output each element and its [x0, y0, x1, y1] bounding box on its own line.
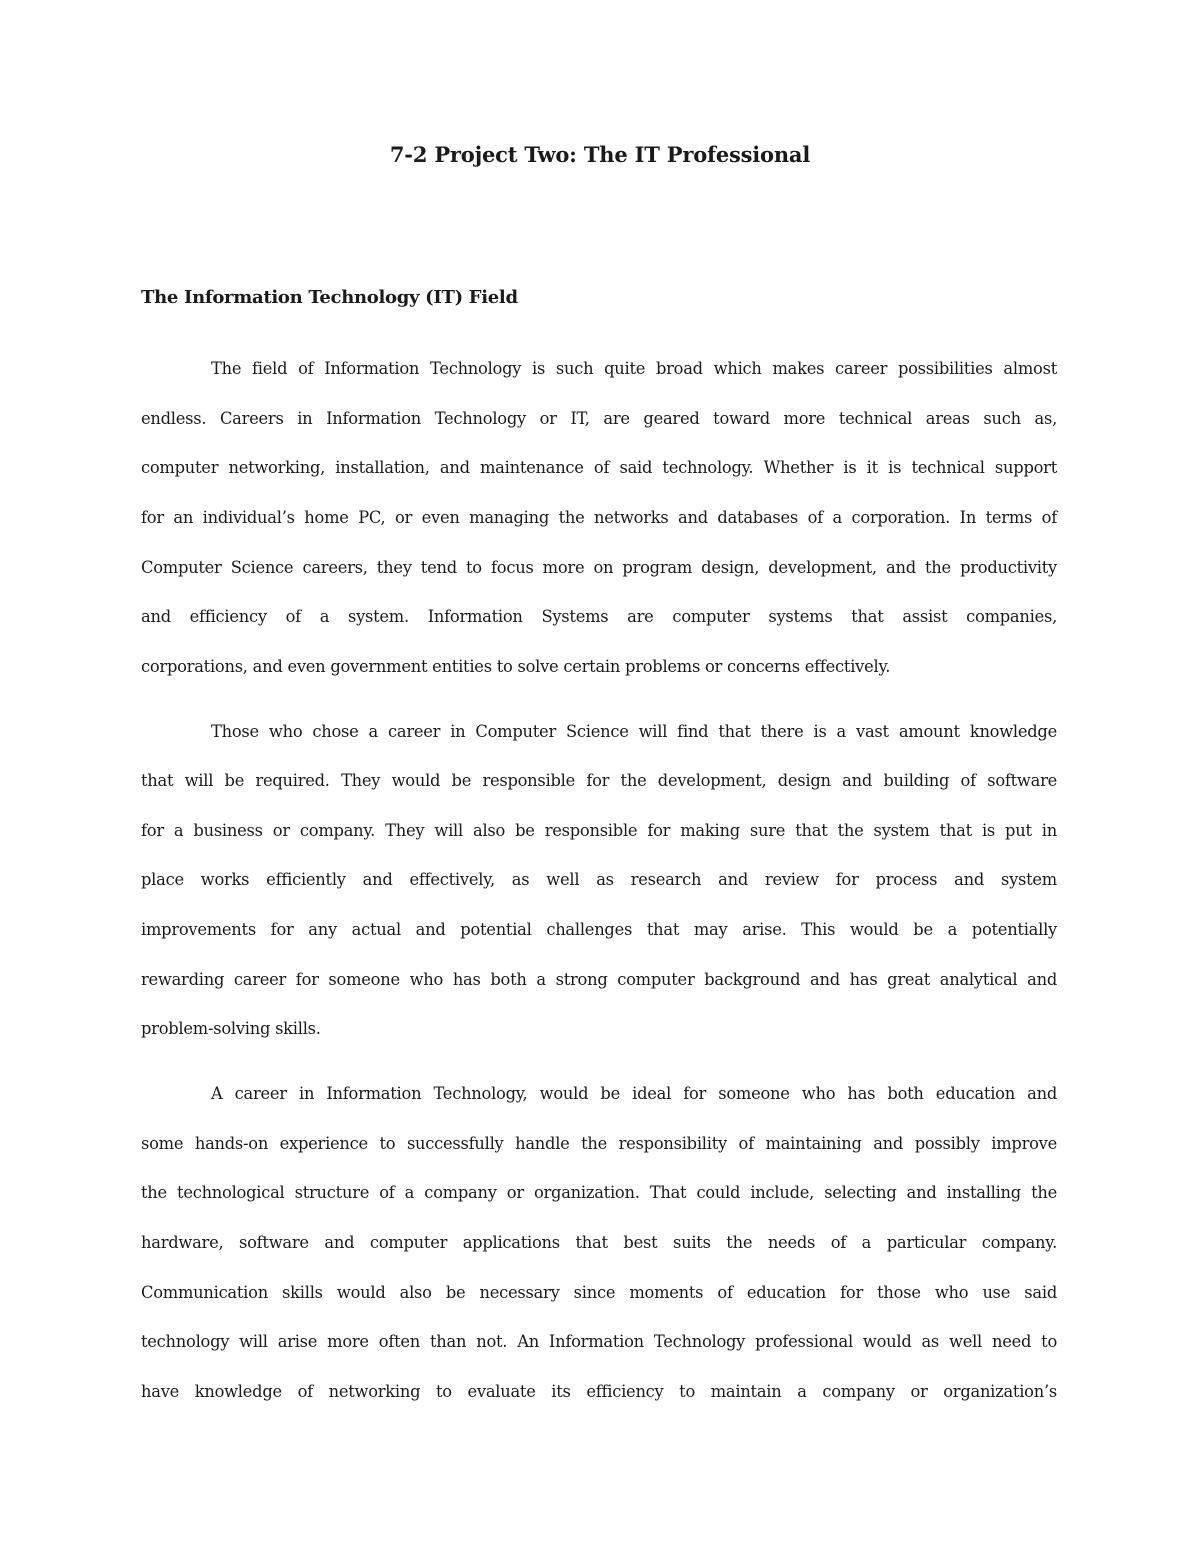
paragraph-line: and efficiency of a system. Information Systems are computer systems that assist companies,: [141, 607, 1057, 626]
paragraph-line: endless. Careers in Information Technology or IT, are geared toward more technical areas such as,: [141, 409, 1057, 428]
paragraph-line: A career in Information Technology, would be ideal for someone who has both education and: [211, 1084, 1057, 1103]
paragraph-line: Those who chose a career in Computer Science will find that there is a vast amount knowledge: [211, 722, 1057, 741]
paragraph-line: technology will arise more often than not. An Information Technology professional would as well need to: [141, 1332, 1057, 1351]
paragraph-line: place works efficiently and effectively, as well as research and review for process and system: [141, 870, 1057, 889]
paragraph-line: have knowledge of networking to evaluate its efficiency to maintain a company or organization’s: [141, 1382, 1057, 1401]
paragraph-line: the technological structure of a company or organization. That could include, selecting and installing the: [141, 1183, 1057, 1202]
document-title: 7-2 Project Two: The IT Professional: [389, 142, 811, 167]
paragraph-line: computer networking, installation, and maintenance of said technology. Whether is it is technical support: [141, 458, 1057, 477]
paragraph-line: Communication skills would also be necessary since moments of education for those who use said: [141, 1283, 1057, 1302]
paragraph-line: some hands-on experience to successfully handle the responsibility of maintaining and possibly improve: [141, 1134, 1057, 1153]
paragraph-line: problem-solving skills.: [141, 1019, 321, 1038]
paragraph-line: corporations, and even government entities to solve certain problems or concerns effectively.: [141, 657, 891, 676]
paragraph-line: hardware, software and computer applications that best suits the needs of a particular company.: [141, 1233, 1057, 1252]
section-heading: The Information Technology (IT) Field: [141, 287, 518, 308]
paragraph-line: that will be required. They would be responsible for the development, design and building of software: [141, 771, 1057, 790]
paragraph-line: improvements for any actual and potential challenges that may arise. This would be a potentially: [141, 920, 1057, 939]
paragraph-line: rewarding career for someone who has both a strong computer background and has great analytical and: [141, 970, 1057, 989]
paragraph-line: for an individual’s home PC, or even managing the networks and databases of a corporation. In terms of: [141, 508, 1057, 527]
paragraph-line: The field of Information Technology is such quite broad which makes career possibilities almost: [211, 359, 1057, 378]
paragraph-line: Computer Science careers, they tend to focus more on program design, development, and the productivity: [141, 558, 1057, 577]
paragraph-line: for a business or company. They will also be responsible for making sure that the system that is put in: [141, 821, 1057, 840]
